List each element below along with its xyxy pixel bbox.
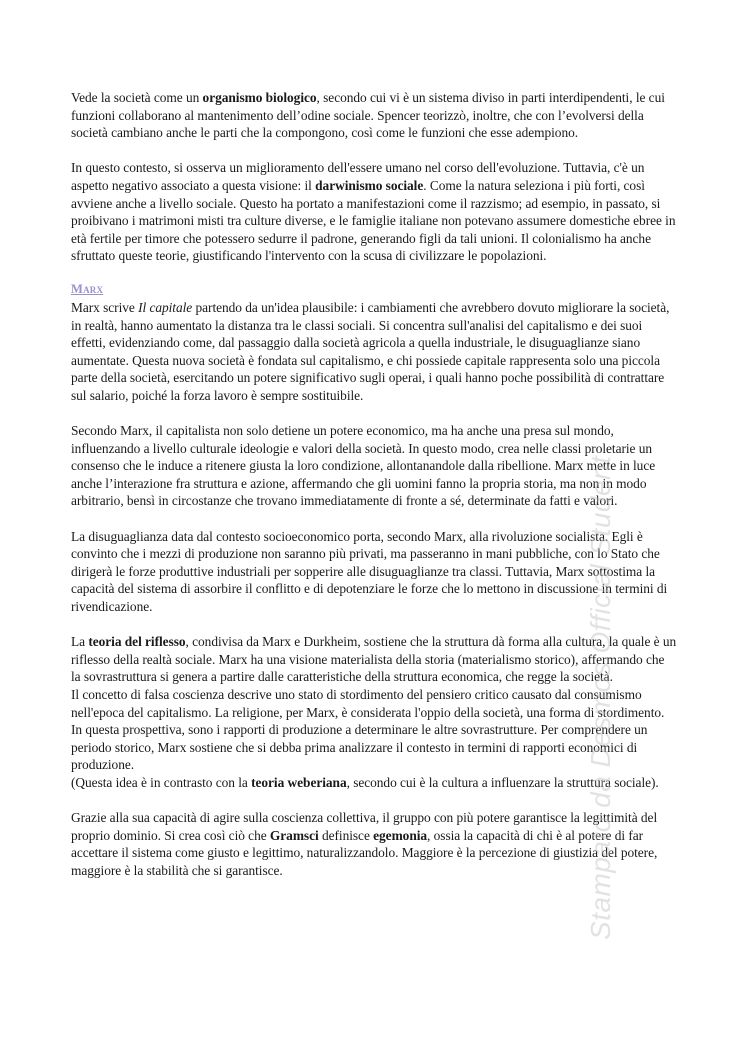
bold-term: egemonia	[373, 827, 428, 843]
text-run: definisce	[318, 827, 374, 843]
text-run: Vede la società come un	[71, 90, 203, 105]
paragraph-darwinismo-sociale	[71, 159, 677, 265]
text-run: Secondo Marx, il capitalista non solo detiene un potere economico, ma ha anche una presa sul mondo, influenzando a livello culturale ideologie e valori della società. In questo modo, crea nelle classi proletarie un consenso che le induce a ritenere giusta la loro condizione, allontanandole dalla ribellione. Marx mette in luce anche l’interazione fra struttura e azione, affermando che gli uomini fanno la propria storia, ma non in modo arbitrario, bensì in circostanze che trovano immediatamente di fronte a sé, determinate da fatti e valori.	[71, 423, 656, 509]
italic-title: Il capitale	[138, 299, 193, 315]
text-run: (Questa idea è in contrasto con la	[71, 774, 252, 790]
text-run: , condivisa da Marx e Durkheim, sostiene che la struttura dà forma alla cultura, la quale è un riflesso della realtà sociale. Marx ha una visione materialista della storia (materialismo storico), affermando che la sovrastruttura si genera a partire dalle caratteristiche della struttura economica, che regge la società.	[71, 634, 677, 685]
text-run: Il concetto di falsa coscienza descrive uno stato di stordimento del pensiero critico causato dal consumismo nell'epoca del capitalismo. La religione, per Marx, è considerata l'oppio della società, una forma di stordimento. In questa prospettiva, sono i rapporti di produzione a determinare le altre sovrastrutture. Per comprendere un periodo storico, Marx sostiene che si debba prima analizzare il contesto in termini di rapporti economici di produzione.	[71, 687, 665, 773]
text-run: In questo contesto, si osserva un miglioramento dell'essere umano nel corso dell'evoluzione. Tuttavia, c'è un aspetto negativo associato a questa visione: il	[71, 160, 645, 193]
text-run: , secondo cui vi è un sistema diviso in parti interdipendenti, le cui funzioni collaborano al mantenimento dell’odine sociale. Spencer teorizzò, inoltre, che con l’evolversi della società cambiano anche le parti che la compongono, così come le funzioni che esse adempiono.	[71, 90, 665, 141]
text-run: partendo da un'idea plausibile: i cambiamenti che avrebbero dovuto migliorare la società, in realtà, hanno aumentato la distanza tra le classi sociali. Si concentra sull'analisi del capitalismo e dei suoi effetti, evidenziando come, dal passaggio dalla società agricola a quella industriale, le disuguaglianze siano aumentate. Questa nuova società è fondata sul capitalismo, e chi possiede capitale rappresenta solo una piccola parte della società, esercitando un potere significativo sugli operai, i quali hanno poche possibilità di contrattare sul salario, poiché la forza lavoro è sempre sostituibile.	[71, 299, 670, 403]
text-run: . Come la natura seleziona i più forti, così avviene anche a livello sociale. Questo ha portato a manifestazioni come il razzismo; ad esempio, in passato, si proibivano i matrimoni misti tra culture diverse, e le famiglie italiane non potevano assumere domestiche ebree in età fertile per timore che potessero sedurre il padrone, generando figli da tali unioni. Il colonialismo ha anche sfruttato queste teorie, giustificando l'intervento con la scusa di civilizzare le popolazioni.	[71, 177, 676, 264]
text-run: Grazie alla sua capacità di agire sulla coscienza collettiva, il gruppo con più potere garantisce la legittimità del proprio dominio. Si crea così ciò che	[71, 810, 658, 843]
section-heading-marx: Marx	[71, 281, 104, 296]
paragraph-il-capitale	[71, 299, 677, 405]
bold-term: darwinismo sociale	[315, 177, 424, 193]
text-run: La	[71, 634, 89, 650]
text-run: La disuguaglianza data dal contesto socioeconomico porta, secondo Marx, alla rivoluzione socialista. Egli è convinto che i mezzi di produzione non saranno più privati, ma passeranno in mani pubbliche, con lo Stato che dirigerà le forze produttive industriali per sopperire alle disuguaglianze tra classi. Tuttavia, Marx sottostima la capacità del sistema di assorbire il conflitto e di depotenziare le forze che lo mettono in discussione in termini di rivendicazione.	[71, 528, 668, 615]
bold-term: teoria weberiana	[251, 774, 347, 790]
text-run: , ossia la capacità di chi è al potere di far accettare il sistema come giusto e legittimo, naturalizzandolo. Maggiore è la percezione di giustizia del potere, maggiore è la stabilità che si garantisce.	[71, 827, 658, 878]
bold-term: Gramsci	[269, 827, 319, 843]
bold-term: organismo biologico	[202, 90, 317, 105]
text-run: , secondo cui è la cultura a influenzare la struttura sociale).	[346, 774, 659, 790]
paragraph-organismo-biologico	[71, 89, 677, 142]
bold-term: teoria del riflesso	[88, 634, 186, 650]
text-run: Marx scrive	[71, 299, 139, 315]
watermark: Stampato da Desmos Official Student	[585, 455, 616, 940]
